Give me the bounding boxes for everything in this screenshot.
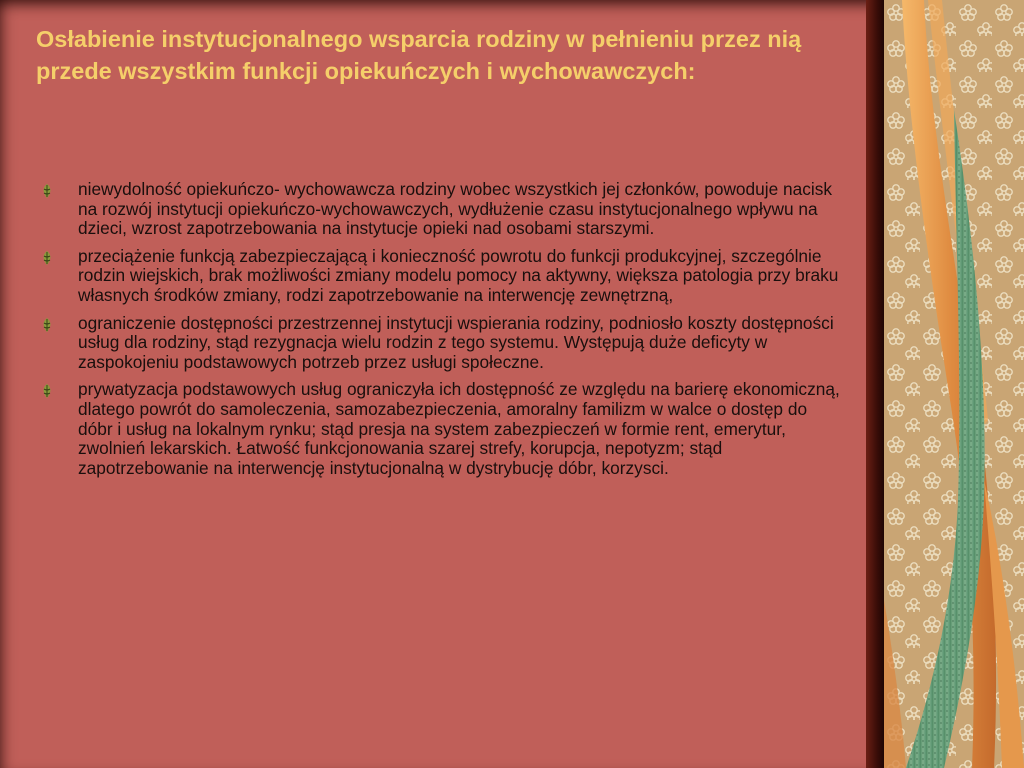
decorative-side-panel — [884, 0, 1024, 768]
bullet-text: prywatyzacja podstawowych usług ograniczyła ich dostępność ze względu na barierę ekonomiczną, dlatego powrót do samoleczenia, samozabezpieczenia, amoralny familizm w walce o dostęp do dóbr i usług na lokalnym rynku; stąd presja na system zabezpieczeń w formie rent, emerytur, zwolnień lekarskich. Łatwość funkcjonowania szarej strefy, korupcja, nepotyzm; stąd zapotrzebowanie na interwencję instytucjonalną w dystrybucję dóbr, korzysci. — [78, 379, 840, 478]
decorative-ribbon-graphic — [884, 0, 1024, 768]
bullet-text: przeciążenie funkcją zabezpieczającą i konieczność powrotu do funkcji produkcyjnej, szczególnie rodzin wiejskich, brak możliwości zmiany modelu pomocy na aktywny, większa patologia przy braku własnych środków zmiany, rodzi zapotrzebowanie na interwencję zewnętrzną, — [78, 245, 839, 305]
slide-title: Osłabienie instytucjonalnego wsparcia rodziny w pełnieniu przez nią przede wszystkim funkcji opiekuńczych i wychowawczych: — [36, 26, 802, 84]
bullet-list — [40, 180, 846, 486]
bullet-text: ograniczenie dostępności przestrzennej instytucji wspierania rodziny, podniosło koszty dostępności usług dla rodziny, stąd rezygnacja wielu rodzin z tego systemu. Występują duże deficyty w zaspokojeniu podstawowych potrzeb przez usługi społeczne. — [78, 312, 834, 372]
bullet-item-3 — [40, 314, 846, 373]
bullet-text: niewydolność opiekuńczo- wychowawcza rodziny wobec wszystkich jej członków, powoduje nacisk na rozwój instytucji opiekuńczo-wychowawczych, wydłużenie czasu instytucjonalnego wpływu na dzieci, wzrost zapotrzebowania na instytucje opieki nad osobami starszymi. — [78, 179, 833, 239]
ornamental-leaf-icon — [40, 183, 54, 199]
decorative-divider-strip — [866, 0, 884, 768]
bullet-item-1 — [40, 180, 846, 239]
ornamental-leaf-icon — [40, 317, 54, 333]
bullet-item-4 — [40, 380, 846, 478]
bullet-item-2 — [40, 247, 846, 306]
ornamental-leaf-icon — [40, 383, 54, 399]
ornamental-leaf-icon — [40, 250, 54, 266]
